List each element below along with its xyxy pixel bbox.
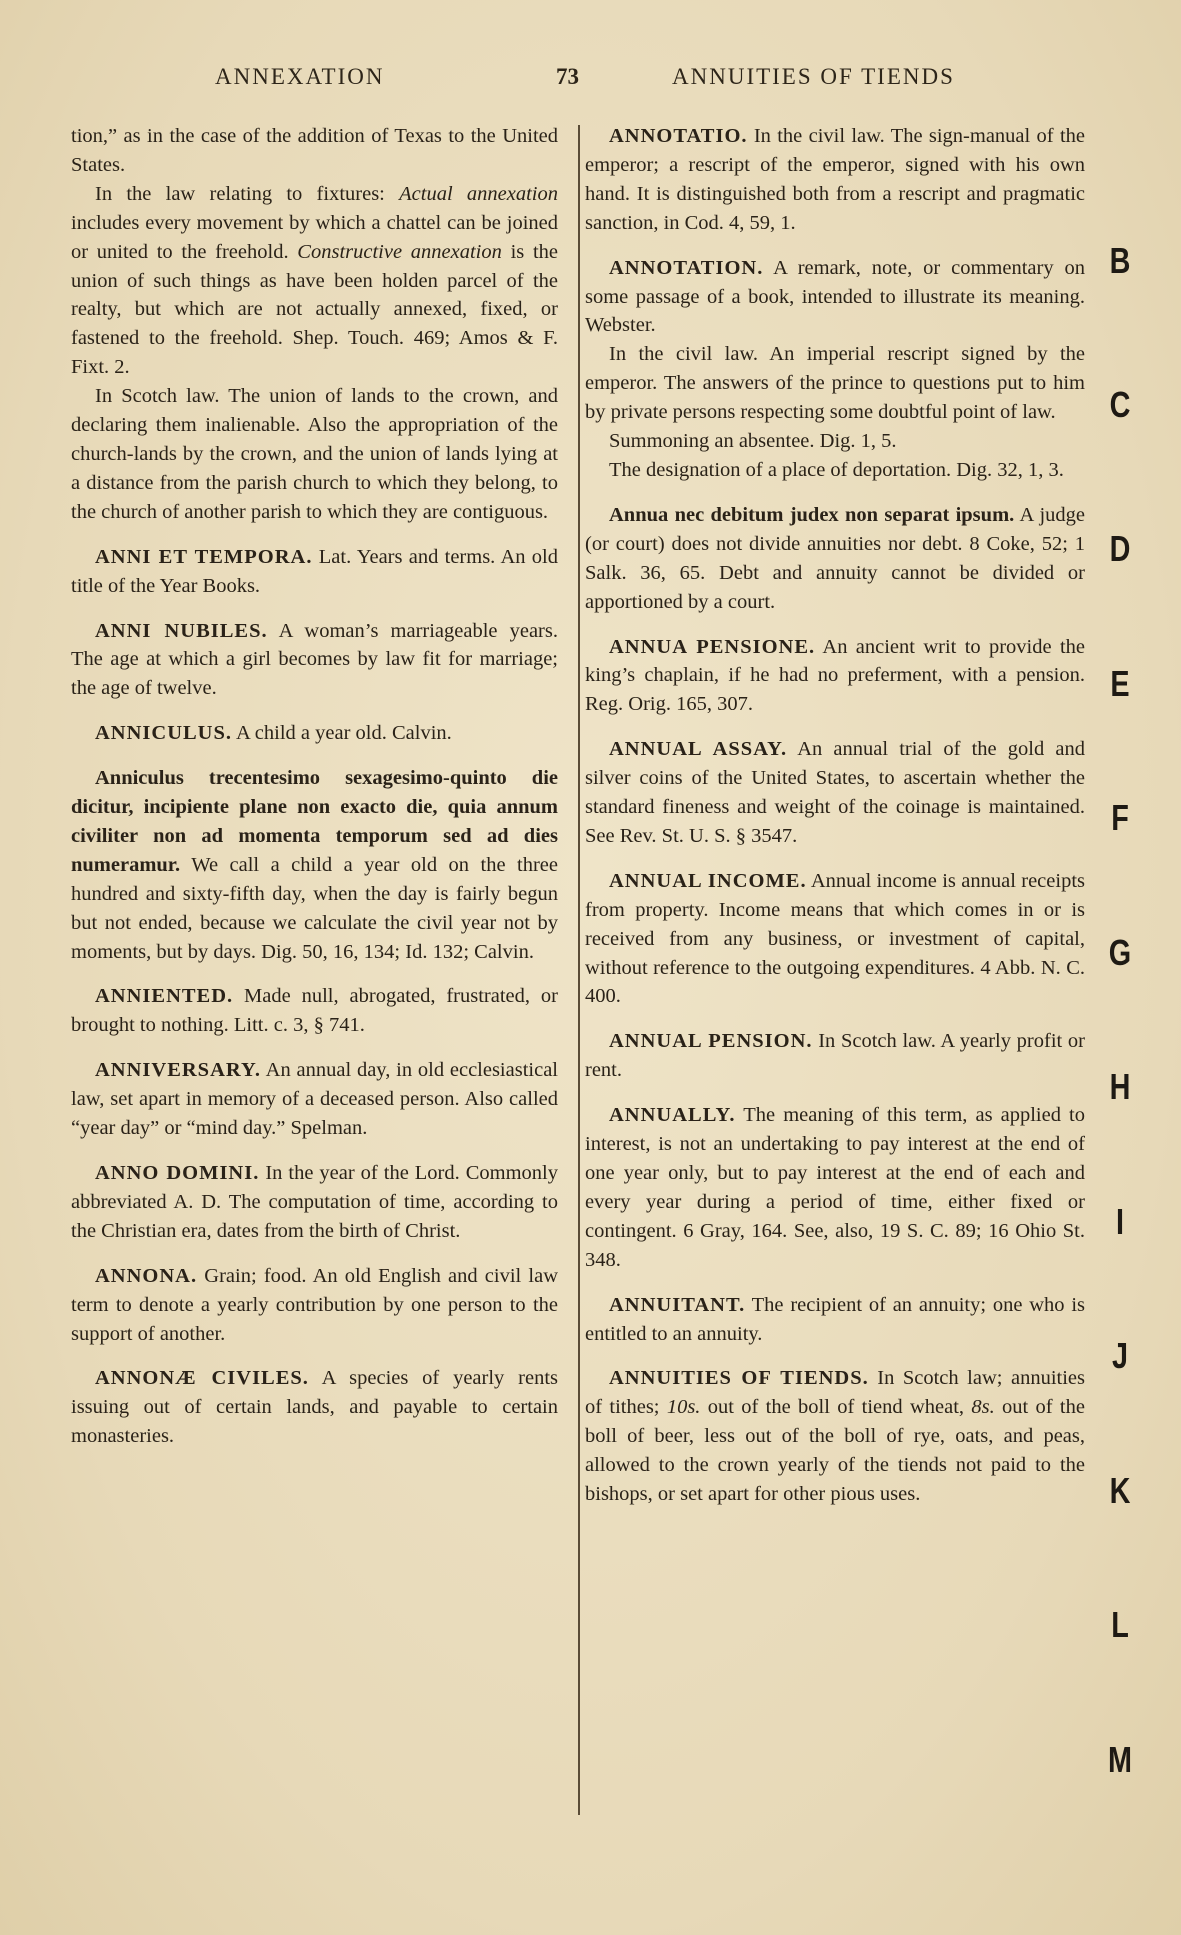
- entry-annona: [71, 1262, 558, 1349]
- thumb-index-letter[interactable]: B: [1109, 240, 1131, 281]
- entry-text: In Scotch law. The union of lands to the crown, and declaring them inalienable. Also the appropriation of the church-lands by the crown, and the union of lands lying at a distance from the parish church to which they belong, to the church of another parish to which they are contiguous.: [71, 385, 558, 523]
- entry-anno-domini: [71, 1159, 558, 1246]
- entry-annually: [585, 1101, 1085, 1274]
- thumb-index-letter[interactable]: J: [1111, 1335, 1129, 1376]
- entry-annual-pension: [585, 1027, 1085, 1085]
- entry-text: Annual income is annual receipts from property. Income means that which comes in or is received from any business, or investment of capital, without reference to the outgoing expenditures. 4 Abb. N. C. 400.: [585, 869, 1085, 1008]
- headword: ANNUAL INCOME.: [609, 869, 807, 892]
- right-column: [585, 122, 1085, 1525]
- entry-annonae-civiles: [71, 1364, 558, 1451]
- headword: ANNONÆ CIVILES.: [95, 1367, 309, 1390]
- entry-text: Grain; food. An old English and civil law term to denote a yearly contribution by one person to the support of another.: [71, 1264, 558, 1345]
- left-column: [71, 122, 558, 1467]
- headword: ANNONA.: [95, 1264, 198, 1287]
- thumb-index-letter[interactable]: E: [1110, 663, 1130, 704]
- thumb-index-letter[interactable]: C: [1109, 384, 1131, 425]
- entry-annuitant: [585, 1291, 1085, 1349]
- entry-text: A judge (or court) does not divide annuities nor debt. 8 Coke, 52; 1 Salk. 36, 65. Debt and annuity cannot be divided or apportioned by a court.: [585, 503, 1086, 613]
- thumb-index-letter[interactable]: L: [1111, 1604, 1129, 1645]
- entry-text: Summoning an absentee. Dig. 1, 5.: [609, 430, 897, 453]
- entry-text: tion,” as in the case of the addition of Texas to the United States.: [71, 125, 558, 176]
- entry-annotatio: [585, 122, 1085, 238]
- headword: ANNOTATIO.: [609, 125, 748, 147]
- entry-text: An annual day, in old ecclesiastical law, set apart in memory of a deceased person. Also called “year day” or “mind day.” Spelman.: [71, 1059, 558, 1140]
- entry-text: ANNOTATION. A remark, note, or commentary on some passage of a book, intended to illustrate its meaning. Webster.: [585, 256, 1085, 337]
- entry-anni-et-tempora: [71, 543, 558, 601]
- thumb-index-letter[interactable]: G: [1108, 932, 1132, 973]
- headword: ANNIVERSARY.: [95, 1059, 262, 1082]
- thumb-index-letter[interactable]: F: [1111, 797, 1129, 838]
- entry-annuities-of-tiends: ANNUITIES OF TIENDS. In Scotch law; annuities of tithes; 10s. out of the boll of tiend wheat, 8s. out of the boll of beer, less out of the boll of rye, oats, and peas, allowed to the crown yearly of the tiends not paid to the bishops, or set apart for other pious uses.: [585, 1367, 1085, 1506]
- headword: ANNUAL ASSAY.: [609, 738, 788, 761]
- entry-text: We call a child a year old on the three hundred and sixty-fifth day, when the day is fairly begun but not ended, because we calculate the civil year not by moments, but by days. Dig. 50, 16, 134; Id. 132; Calvin.: [71, 853, 558, 963]
- entry-text: The meaning of this term, as applied to interest, is not an undertaking to pay interest at the end of one year only, but to pay interest at the end of each and every year during a period of time, either fixed or contingent. 6 Gray, 164. See, also, 19 S. C. 89; 16 Ohio St. 348.: [585, 1104, 1085, 1271]
- headword: ANNO DOMINI.: [95, 1162, 260, 1184]
- entry-text: The recipient of an annuity; one who is entitled to an annuity.: [585, 1293, 1085, 1345]
- headword: ANNUAL PENSION.: [609, 1030, 813, 1053]
- entry-anniculus-maxim: [71, 764, 558, 966]
- page-number: 73: [556, 64, 579, 89]
- thumb-index-letter[interactable]: I: [1115, 1201, 1124, 1242]
- entry-annua-maxim: [585, 501, 1085, 617]
- headword: ANNIENTED.: [95, 985, 234, 1008]
- thumb-index-letter[interactable]: D: [1109, 528, 1131, 569]
- entry-anniculus: [71, 719, 558, 748]
- headword: ANNUALLY.: [609, 1104, 736, 1127]
- entry-text: In the law relating to fixtures: Actual annexation includes every movement by which a chattel can be joined or united to the freehold. Constructive annexation is the union of such things as have been holden parcel of the realty, but which are not actually annexed, fixed, or fastened to the freehold. Shep. Touch. 469; Amos & F. Fixt. 2.: [71, 182, 558, 379]
- column-divider: [578, 125, 580, 1815]
- entry-annotation: [585, 254, 1085, 485]
- headword: ANNUA PENSIONE.: [609, 635, 816, 658]
- entry-text: In the civil law. An imperial rescript signed by the emperor. The answers of the prince to questions put to him by private persons respecting some doubtful point of law.: [585, 343, 1085, 424]
- entry-text: The designation of a place of deportation. Dig. 32, 1, 3.: [609, 458, 1064, 481]
- headword: ANNICULUS.: [95, 722, 233, 745]
- headword: ANNUITANT.: [609, 1293, 746, 1316]
- headword: ANNUITIES OF TIENDS.: [609, 1367, 869, 1390]
- maxim: Anniculus trecentesimo sexagesimo-quinto die dicitur, incipiente plane non exacto die, quia annum civiliter non ad momenta temporum sed ad dies numeramur.: [71, 767, 558, 876]
- entry-text: Lat. Years and terms. An old title of the Year Books.: [71, 545, 558, 597]
- entry-anniversary: [71, 1056, 558, 1143]
- entry-annexation-continued: [71, 122, 558, 527]
- headword: ANNI NUBILES.: [95, 619, 268, 642]
- entry-text: A species of yearly rents issuing out of certain lands, and payable to certain monasteries.: [71, 1367, 558, 1448]
- entry-annual-assay: [585, 735, 1085, 851]
- maxim: Annua nec debitum judex non separat ipsum.: [609, 503, 1015, 526]
- running-head-left: ANNEXATION: [215, 64, 385, 89]
- entry-text: In the year of the Lord. Commonly abbreviated A. D. The computation of time, according to the Christian era, dates from the birth of Christ.: [71, 1162, 558, 1242]
- entry-text: A child a year old. Calvin.: [232, 722, 452, 745]
- headword: ANNI ET TEMPORA.: [95, 545, 313, 568]
- entry-text: In the civil law. The sign-manual of the emperor; a rescript of the emperor, signed with his own hand. It is distinguished both from a rescript and pragmatic sanction, in Cod. 4, 59, 1.: [585, 125, 1085, 234]
- entry-text: An ancient writ to provide the king’s chaplain, if he had no preferment, with a pension. Reg. Orig. 165, 307.: [585, 635, 1085, 716]
- entry-annua-pensione: [585, 633, 1085, 720]
- running-head-right: ANNUITIES OF TIENDS: [672, 64, 955, 89]
- entry-annual-income: [585, 867, 1085, 1012]
- entry-anni-nubiles: [71, 617, 558, 704]
- entry-text: Made null, abrogated, frustrated, or brought to nothing. Litt. c. 3, § 741.: [71, 985, 558, 1037]
- headword: ANNOTATION.: [609, 256, 764, 279]
- thumb-index-letter[interactable]: K: [1109, 1470, 1131, 1511]
- thumb-index-letter[interactable]: H: [1109, 1066, 1131, 1107]
- entry-text: A woman’s marriageable years. The age at which a girl becomes by law fit for marriage; the age of twelve.: [71, 619, 558, 700]
- entry-annientED: [71, 982, 558, 1040]
- thumb-index-letter[interactable]: M: [1108, 1739, 1132, 1780]
- entry-text: An annual trial of the gold and silver coins of the United States, to ascertain whether the standard fineness and weight of the coinage is maintained. See Rev. St. U. S. § 3547.: [585, 738, 1085, 847]
- entry-text: In Scotch law. A yearly profit or rent.: [585, 1030, 1085, 1082]
